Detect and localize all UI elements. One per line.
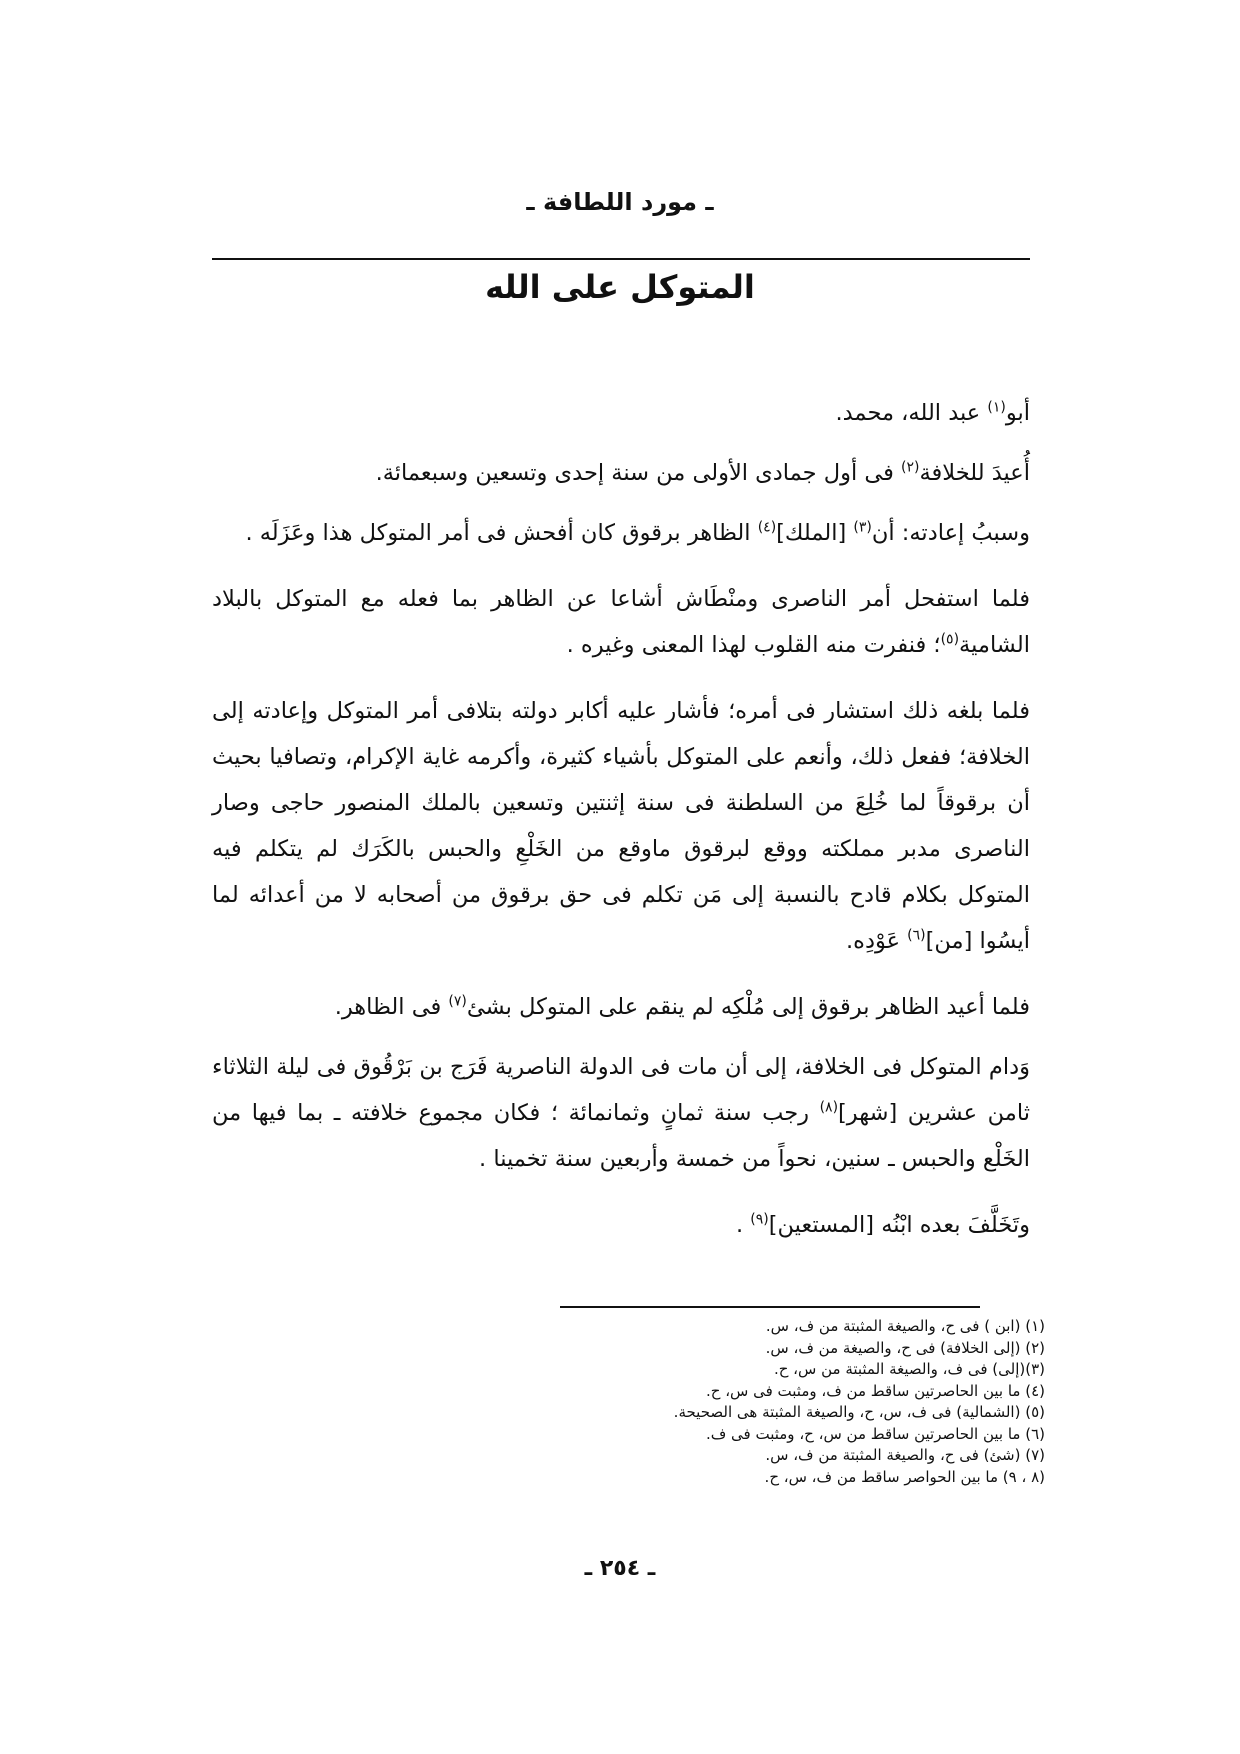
footnote-divider <box>560 1306 980 1308</box>
footnote: (٧) (شئ) فى ح، والصيغة المثبتة من ف، س. <box>765 1446 1045 1464</box>
paragraph-text: أُعيدَ للخلافة <box>919 460 1030 486</box>
footnote-reference: (١) <box>987 399 1006 416</box>
paragraph <box>212 390 1030 436</box>
paragraph <box>212 576 1030 668</box>
footnote: (٦) ما بين الحاصرتين ساقط من س، ح، ومثبت فى ف. <box>705 1424 1045 1443</box>
paragraph <box>212 1202 1030 1248</box>
footnote-reference: (٤) <box>757 519 777 536</box>
footnote-reference: (٥) <box>940 631 960 648</box>
paragraph <box>212 688 1030 964</box>
paragraph-text: [الملك] <box>776 520 854 546</box>
paragraph <box>212 510 1030 556</box>
footnote: (٤) ما بين الحاصرتين ساقط من ف، ومثبت فى س، ح. <box>705 1381 1045 1400</box>
main-text <box>212 390 1030 1268</box>
paragraph-text: فلما استفحل أمر الناصرى ومنْطَاش أشاعا عن الظاهر بما فعله مع المتوكل بالبلاد الشامية <box>212 586 1030 658</box>
footnote-reference: (٢) <box>901 459 920 476</box>
footnote: (٢) (إلى الخلافة) فى ح، والصيغة من ف، س. <box>765 1338 1045 1357</box>
footnote-reference: (٧) <box>448 993 467 1010</box>
paragraph-text: عَوْدِه. <box>846 928 908 954</box>
paragraph-text: عبد الله، محمد. <box>835 400 988 426</box>
running-header: ـ مورد اللطافة ـ <box>526 188 714 216</box>
paragraph-text: أبو <box>1005 400 1030 426</box>
footnote-reference: (٣) <box>853 519 872 536</box>
footnote: (٨ ، ٩) ما بين الحواصر ساقط من ف، س، ح. <box>764 1467 1045 1486</box>
paragraph-text: فى الظاهر. <box>334 994 449 1020</box>
footnote: (٥) (الشمالية) فى ف، س، ح، والصيغة المثبتة هى الصحيحة. <box>673 1403 1045 1421</box>
paragraph <box>212 984 1030 1030</box>
header-divider <box>212 258 1030 260</box>
paragraph-text: وَدام المتوكل فى الخلافة، إلى أن مات فى الدولة الناصرية فَرَج بن بَرْقُوق فى ليلة الثلاثاء ثامن عشرين [شهر] <box>212 1054 1030 1126</box>
paragraph-text: وتَخَلَّفَ بعده ابْنُه [المستعين] <box>768 1212 1030 1238</box>
paragraph-text: ؛ فنفرت منه القلوب لهذا المعنى وغيره . <box>566 632 941 658</box>
paragraph-text: فلما أعيد الظاهر برقوق إلى مُلْكِه لم ينقم على المتوكل بشئ <box>466 994 1030 1020</box>
paragraph-text: فلما بلغه ذلك استشار فى أمره؛ فأشار عليه أكابر دولته بتلافى أمر المتوكل وإعادته إلى الخلافة؛ ففعل ذلك، وأنعم على المتوكل بأشياء كثيرة، وأكرمه غاية الإكرام، وتصافيا بحيث أن برقوقاً لما خُلِعَ من السلطنة فى سنة إثنتين وتسعين بالملك المنصور حاجى وصار الناصرى مدبر مملكته ووقع لبرقوق ماوقع من الخَلْعِ والحبس بالكَرَك لم يتكلم فيه المتوكل بكلام قادح بالنسبة إلى مَن تكلم فى حق برقوق من أصحابه لا من أعدائه لما أيسُوا [من] <box>212 698 1030 954</box>
paragraph <box>212 1044 1030 1182</box>
page-number: ـ ٢٥٤ ـ <box>584 1556 656 1581</box>
paragraph-text: وسببُ إعادته: أن <box>871 520 1030 546</box>
footnotes <box>480 1316 1045 1488</box>
paragraph-text: فى أول جمادى الأولى من سنة إحدى وتسعين وسبعمائة. <box>375 460 902 486</box>
paragraph-text: الظاهر برقوق كان أفحش فى أمر المتوكل هذا وعَزَلَه . <box>245 520 758 546</box>
footnote-reference: (٦) <box>907 927 926 944</box>
paragraph-text: . <box>735 1212 751 1238</box>
footnote: (١) (ابن ) فى ح، والصيغة المثبتة من ف، س. <box>765 1317 1045 1335</box>
footnote: (٣)(إلى) فى ف، والصيغة المثبتة من س، ح. <box>773 1360 1045 1378</box>
page-title: المتوكل على الله <box>485 268 755 306</box>
footnote-reference: (٩) <box>750 1211 769 1228</box>
paragraph <box>212 450 1030 496</box>
footnote-reference: (٨) <box>819 1099 839 1116</box>
paragraph-text: رجب سنة ثمانٍ وثمانمائة ؛ فكان مجموع خلافته ـ بما فيها من الخَلْع والحبس ـ سنين، نحواً من خمسة وأربعين سنة تخمينا . <box>212 1100 1030 1172</box>
